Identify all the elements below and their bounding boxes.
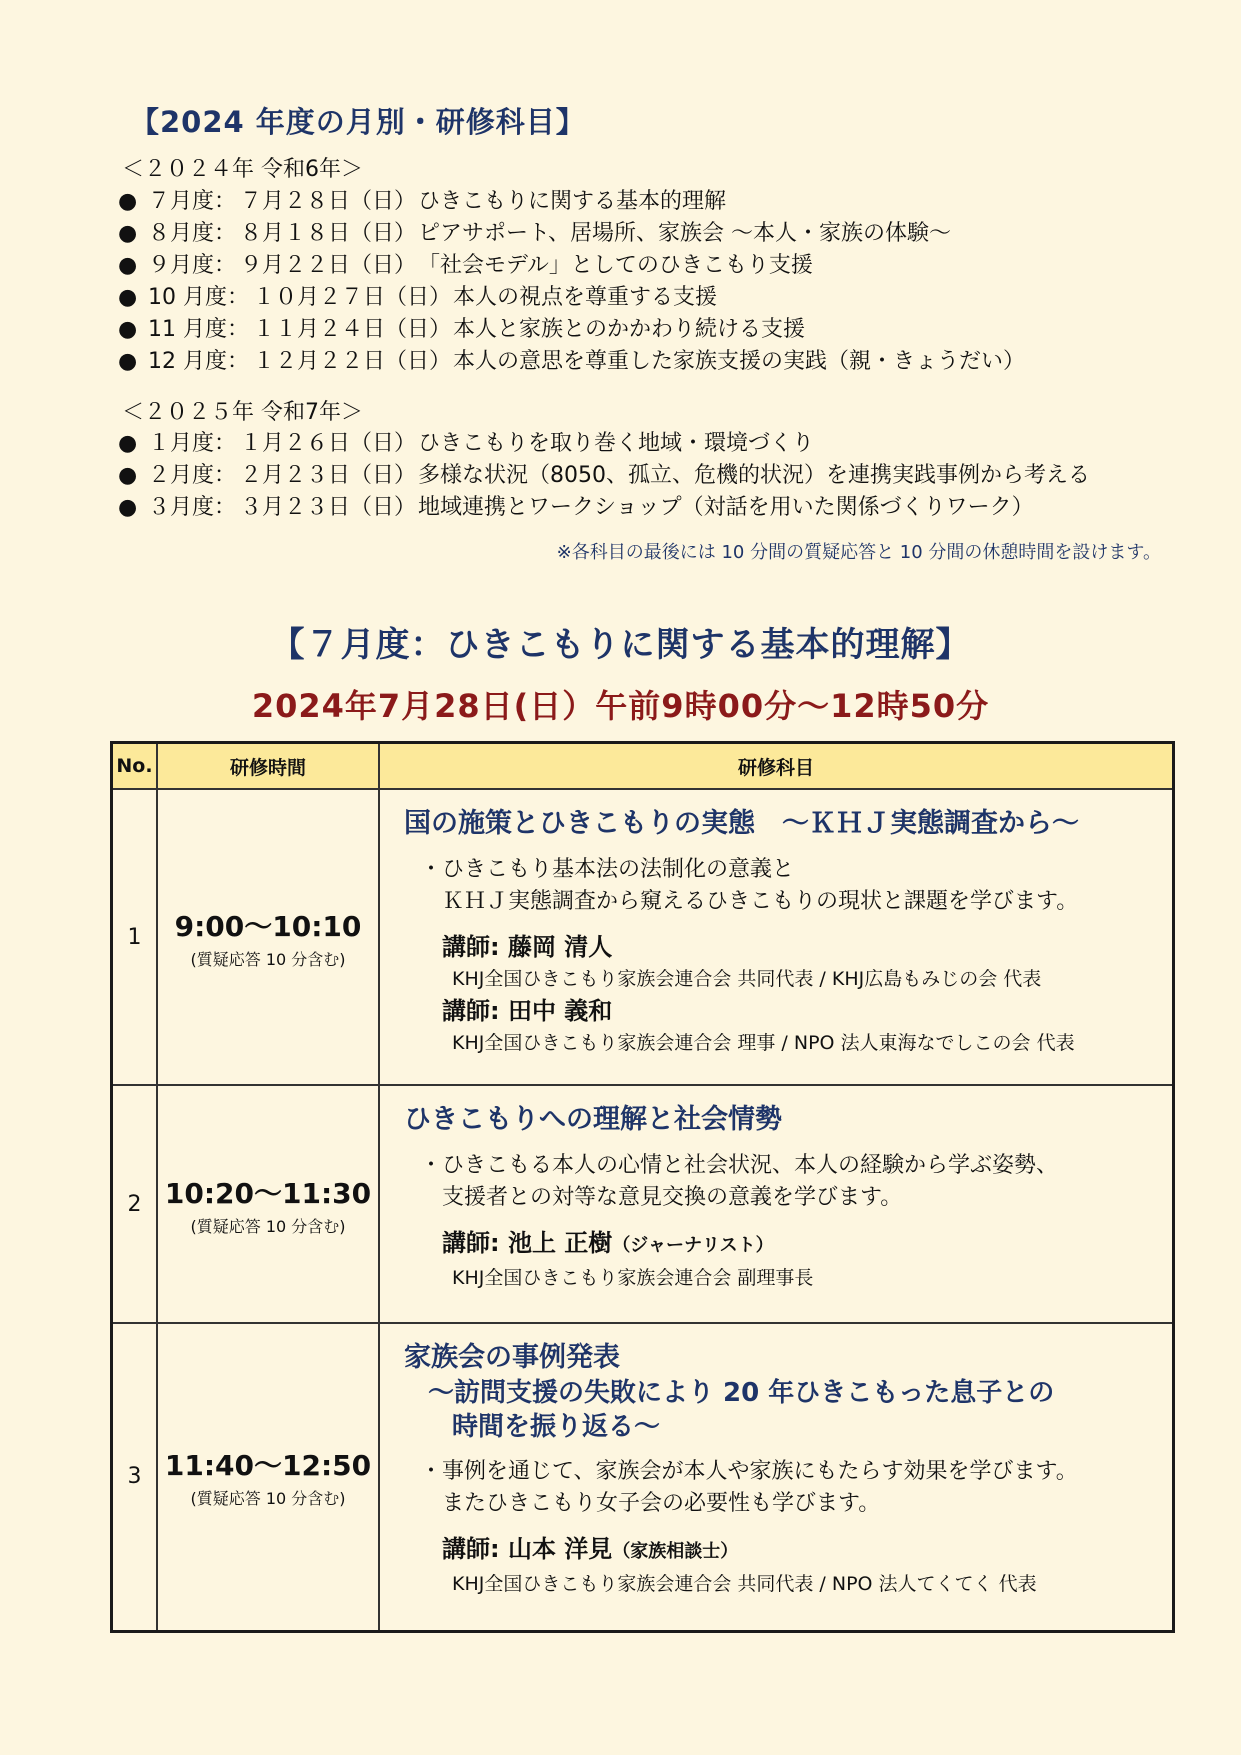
- lecturer-affiliation: KHJ全国ひきこもり家族会連合会 共同代表 / NPO 法人てくてく 代表: [452, 1573, 1037, 1595]
- schedule-item: [118, 218, 1218, 250]
- schedule-item: [118, 428, 1218, 460]
- bullet-icon: ●: [118, 189, 138, 214]
- table-row: [112, 1323, 1174, 1631]
- row-time-note: (質疑応答 10 分含む): [190, 1216, 346, 1236]
- schedule-item: [118, 314, 1218, 346]
- table-header-row: [112, 743, 1174, 790]
- course-subtitle: 〜訪問支援の失敗により 20 年ひきこもった息子との: [428, 1378, 1055, 1408]
- bullet-icon: ●: [118, 463, 138, 488]
- lecturer-block: [404, 1532, 1154, 1599]
- bullet-icon: ●: [118, 285, 138, 310]
- table-row: [112, 789, 1174, 1085]
- schedule-subject: 本人の視点を尊重する支援: [453, 285, 718, 310]
- schedule-month: 10 月度：: [148, 285, 249, 310]
- row-time-note: (質疑応答 10 分含む): [190, 1489, 346, 1509]
- row-time: 11:40〜12:50: [164, 1449, 372, 1483]
- schedule-date: ２月２３日（日）: [240, 463, 417, 488]
- schedule-date: １２月２２日（日）: [253, 349, 452, 374]
- course-description: ・ひきこもる本人の心情と社会状況、本人の経験から学ぶ姿勢、: [420, 1153, 1059, 1178]
- row-time-note: (質疑応答 10 分含む): [190, 949, 346, 969]
- schedule-date: １１月２４日（日）: [253, 317, 452, 342]
- bullet-icon: ●: [118, 349, 138, 374]
- schedule-date: ９月２２日（日）: [240, 253, 417, 278]
- lecturer-block: [404, 930, 1154, 1058]
- lecturer-affiliation: KHJ全国ひきこもり家族会連合会 共同代表 / KHJ広島もみじの会 代表: [452, 968, 1042, 990]
- row-time-cell: [157, 1085, 379, 1323]
- schedule-list-2024: [118, 186, 1218, 378]
- course-title: ひきこもりへの理解と社会情勢: [404, 1104, 782, 1135]
- course-description: ・ひきこもり基本法の法制化の意義と: [420, 857, 795, 882]
- schedule-subject: ひきこもりを取り巻く地域・環境づくり: [418, 431, 815, 456]
- bullet-icon: ●: [118, 495, 138, 520]
- schedule-date: １０月２７日（日）: [253, 285, 452, 310]
- schedule-month: 11 月度：: [148, 317, 249, 342]
- lecturer-block: [404, 1226, 1154, 1293]
- bullet-icon: ●: [118, 317, 138, 342]
- row-number: 2: [112, 1085, 158, 1323]
- row-time: 9:00〜10:10: [174, 909, 362, 943]
- schedule-item: [118, 250, 1218, 282]
- header-no: No.: [112, 743, 158, 790]
- training-table: [110, 741, 1175, 1633]
- lecturer-name: 講師: 池上 正樹: [442, 1229, 613, 1257]
- schedule-item: [118, 186, 1218, 218]
- row-number: 1: [112, 789, 158, 1085]
- lecturer-name-line: [442, 1532, 1154, 1569]
- schedule-title: 【2024 年度の月別・研修科目】: [130, 105, 586, 139]
- course-description-cont: ＫＨＪ実態調査から窺えるひきこもりの現状と課題を学びます。: [442, 889, 1079, 914]
- schedule-item: [118, 282, 1218, 314]
- schedule-subject: ひきこもりに関する基本的理解: [418, 189, 727, 214]
- lecturer-affiliation: KHJ全国ひきこもり家族会連合会 理事 / NPO 法人東海なでしこの会 代表: [452, 1032, 1075, 1054]
- year-heading-2025: ＜２０２５年 令和7年＞: [122, 400, 363, 425]
- schedule-month: 12 月度：: [148, 349, 249, 374]
- course-description-cont: またひきこもり女子会の必要性も学びます。: [442, 1491, 881, 1516]
- schedule-date: ８月１８日（日）: [240, 221, 417, 246]
- row-content: [379, 1323, 1174, 1631]
- schedule-list-2025: [118, 428, 1218, 524]
- year-heading-2024: ＜２０２４年 令和6年＞: [122, 157, 363, 182]
- course-title: 家族会の事例発表: [404, 1342, 620, 1373]
- schedule-subject: 本人と家族とのかかわり続ける支援: [453, 317, 806, 342]
- course-subtitle-cont: 時間を振り返る〜: [452, 1412, 661, 1442]
- course-description-cont: 支援者との対等な意見交換の意義を学びます。: [442, 1185, 903, 1210]
- schedule-subject: 多様な状況（8050、孤立、危機的状況）を連携実践事例から考える: [418, 463, 1091, 488]
- schedule-month: １月度：: [148, 431, 237, 456]
- bullet-icon: ●: [118, 253, 138, 278]
- lecturer-name-line: [442, 1226, 1154, 1263]
- schedule-month: ８月度：: [148, 221, 237, 246]
- header-time: 研修時間: [157, 743, 379, 790]
- lecturer-role: （家族相談士）: [612, 1541, 739, 1562]
- schedule-subject: 本人の意思を尊重した家族支援の実践（親・きょうだい）: [453, 349, 1026, 374]
- row-content: [379, 1085, 1174, 1323]
- header-subject: 研修科目: [379, 743, 1174, 790]
- schedule-note: ※各科目の最後には 10 分間の質疑応答と 10 分間の休憩時間を設けます。: [556, 542, 1161, 563]
- schedule-month: ９月度：: [148, 253, 237, 278]
- schedule-item: [118, 492, 1218, 524]
- schedule-date: １月２６日（日）: [240, 431, 417, 456]
- schedule-date: ７月２８日（日）: [240, 189, 417, 214]
- row-time: 10:20〜11:30: [164, 1176, 372, 1210]
- schedule-month: ２月度：: [148, 463, 237, 488]
- schedule-item: [118, 460, 1218, 492]
- schedule-month: ７月度：: [148, 189, 237, 214]
- table-row: [112, 1085, 1174, 1323]
- lecturer-affiliation: KHJ全国ひきこもり家族会連合会 副理事長: [452, 1267, 814, 1289]
- course-title: 国の施策とひきこもりの実態 〜ＫＨＪ実態調査から〜: [404, 808, 1079, 839]
- schedule-month: ３月度：: [148, 495, 237, 520]
- bullet-icon: ●: [118, 221, 138, 246]
- bullet-icon: ●: [118, 431, 138, 456]
- row-time-cell: [157, 1323, 379, 1631]
- schedule-subject: 地域連携とワークショップ（対話を用いた関係づくりワーク）: [418, 495, 1034, 520]
- session-date: 2024年7月28日(日）午前9時00分〜12時50分: [251, 687, 990, 725]
- lecturer-name: 講師: 山本 洋見: [442, 1535, 613, 1563]
- schedule-date: ３月２３日（日）: [240, 495, 417, 520]
- course-description: ・事例を通じて、家族会が本人や家族にもたらす効果を学びます。: [420, 1459, 1078, 1484]
- lecturer-name: 講師: 藤岡 清人: [442, 933, 613, 961]
- lecturer-role: （ジャーナリスト）: [612, 1235, 774, 1256]
- schedule-item: [118, 346, 1218, 378]
- schedule-subject: ピアサポート、居場所、家族会 〜本人・家族の体験〜: [418, 221, 952, 246]
- row-time-cell: [157, 789, 379, 1085]
- schedule-subject: 「社会モデル」としてのひきこもり支援: [418, 253, 813, 278]
- session-title: 【７月度：ひきこもりに関する基本的理解】: [270, 625, 971, 665]
- row-number: 3: [112, 1323, 158, 1631]
- row-content: [379, 789, 1174, 1085]
- lecturer-name: 講師: 田中 義和: [442, 997, 613, 1025]
